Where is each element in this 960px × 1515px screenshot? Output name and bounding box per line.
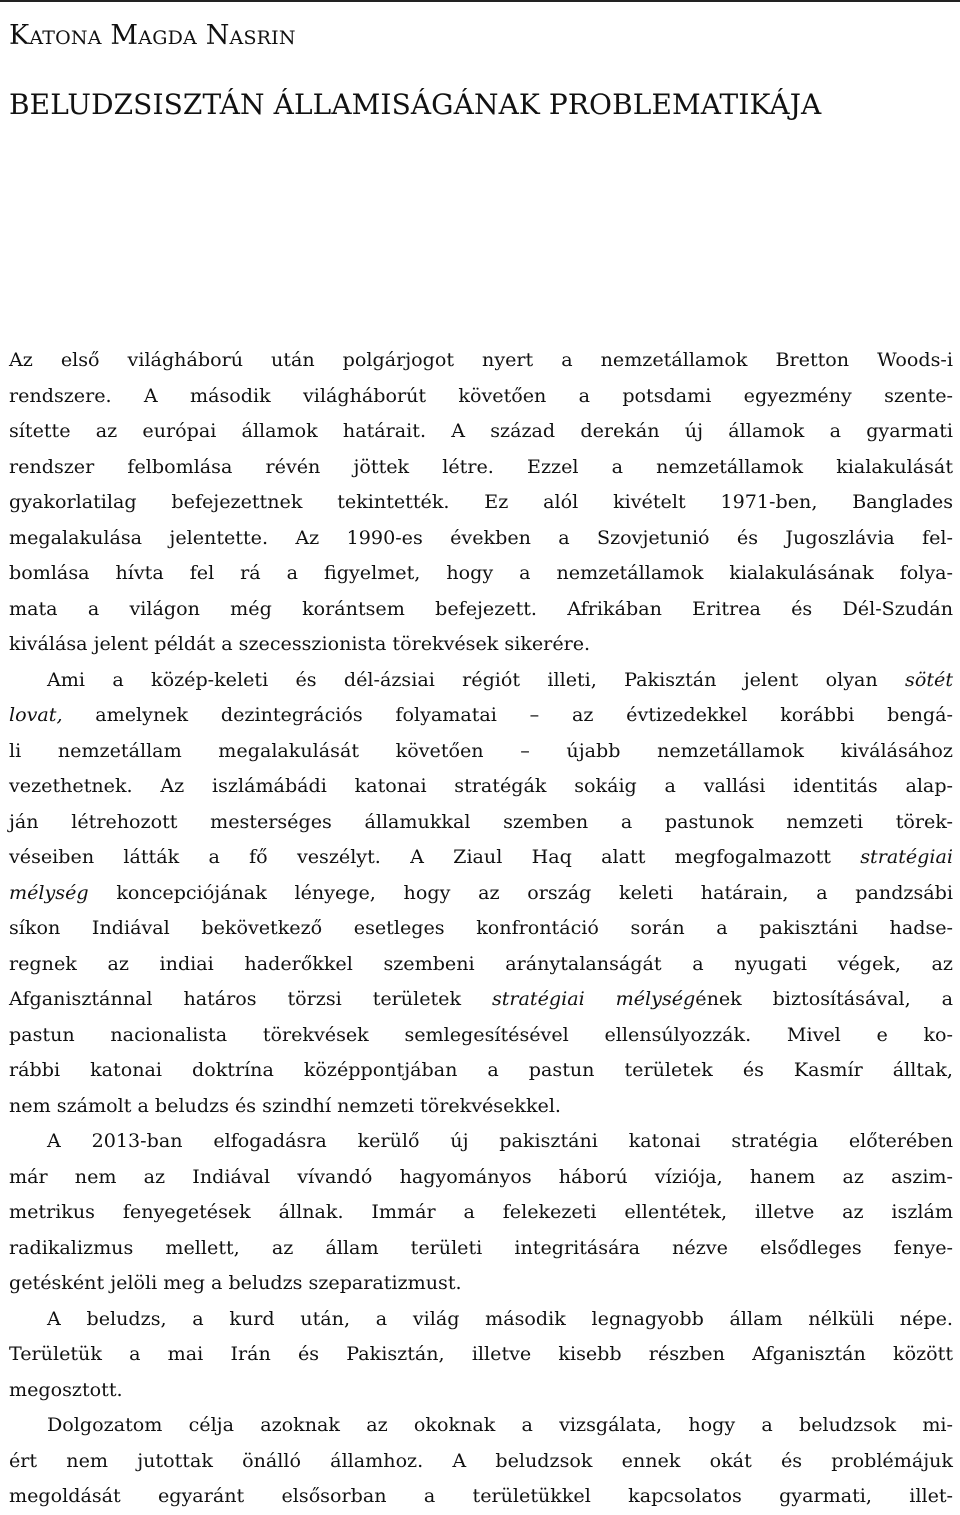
text-line: Az első világháború után polgárjogot nyert a nemzetállamok Bretton Woods-i bbox=[9, 348, 953, 371]
text-line: megosztott. bbox=[9, 1377, 123, 1401]
text-line bbox=[9, 840, 953, 876]
author-name: Katona Magda Nasrin bbox=[9, 20, 296, 51]
text-line: getésként jelöli meg a beludzs szeparatizmust. bbox=[9, 1271, 462, 1294]
text-run: ének biztosításával, a bbox=[695, 987, 953, 1010]
text-line: vezethetnek. Az iszlámábádi katonai stratégák sokáig a vallási identitás alap- bbox=[9, 774, 953, 797]
text-line: pastun nacionalista törekvések semlegesítésével ellensúlyozzák. Mivel e ko- bbox=[9, 1022, 953, 1046]
italic-term: stratégiai bbox=[860, 845, 953, 868]
text-line: ért nem jutottak önálló államhoz. A beludzsok ennek okát és problémájuk bbox=[9, 1448, 953, 1472]
text-line: rendszere. A második világháborút követően a potsdami egyezmény szente- bbox=[9, 383, 953, 407]
text-line bbox=[9, 876, 953, 912]
text-line: rábbi katonai doktrína középpontjában a pastun területek és Kasmír álltak, bbox=[9, 1058, 953, 1081]
text-run: Afganisztánnal határos törzsi területek bbox=[9, 987, 492, 1010]
italic-term: sötét bbox=[905, 667, 953, 691]
text-line: megoldását egyaránt elsősorban a területükkel kapcsolatos gyarmati, illet- bbox=[9, 1484, 953, 1507]
article-body bbox=[9, 343, 953, 1515]
text-line: li nemzetállam megalakulását követően – újabb nemzetállamok kiválásához bbox=[9, 738, 953, 762]
text-line: megalakulása jelentette. Az 1990-es években a Szovjetunió és Jugoszlávia fel- bbox=[9, 525, 953, 549]
italic-term: lovat, bbox=[9, 703, 63, 726]
text-line: ján létrehozott mesterséges államukkal szemben a pastunok nemzeti törek- bbox=[9, 809, 953, 833]
italic-term: mélység bbox=[9, 880, 89, 904]
text-line bbox=[9, 698, 953, 734]
text-line bbox=[9, 663, 953, 699]
text-line: már nem az Indiával vívandó hagyományos háború víziója, hanem az aszim- bbox=[9, 1164, 953, 1188]
text-line: A beludzs, a kurd után, a világ második legnagyobb állam nélküli népe. bbox=[47, 1306, 953, 1330]
text-run: Ami a közép-keleti és dél-ázsiai régiót illeti, Pakisztán jelent olyan bbox=[47, 667, 906, 691]
text-line: Dolgozatom célja azoknak az okoknak a vizsgálata, hogy a beludzsok mi- bbox=[47, 1413, 953, 1436]
text-run: amelynek dezintegrációs folyamatai – az évtizedekkel korábbi bengá- bbox=[62, 703, 953, 726]
text-line: A 2013-ban elfogadásra kerülő új pakisztáni katonai stratégia előterében bbox=[47, 1129, 953, 1152]
text-line bbox=[9, 982, 953, 1018]
text-run: véseiben látták a fő veszélyt. A Ziaul Haq alatt megfogalmazott bbox=[9, 845, 861, 868]
text-line: sítette az európai államok határait. A század derekán új államok a gyarmati bbox=[9, 419, 953, 442]
text-run: koncepciójának lényege, hogy az ország keleti határain, a pandzsábi bbox=[88, 880, 953, 904]
italic-term: stratégiai mélység bbox=[491, 987, 696, 1010]
article-title: BELUDZSISZTÁN ÁLLAMISÁGÁNAK PROBLEMATIKÁJA bbox=[9, 88, 822, 121]
text-line: mata a világon még korántsem befejezett. Afrikában Eritrea és Dél-Szudán bbox=[9, 596, 953, 620]
text-line: kiválása jelent példát a szecesszionista törekvések sikerére. bbox=[9, 632, 591, 655]
text-line: metrikus fenyegetések állnak. Immár a felekezeti ellentétek, illetve az iszlám bbox=[9, 1200, 953, 1223]
text-line: síkon Indiával bekövetkező esetleges konfrontáció során a pakisztáni hadse- bbox=[9, 916, 953, 939]
text-line: gyakorlatilag befejezettnek tekintették. Ez alól kivételt 1971-ben, Banglades bbox=[9, 490, 953, 513]
text-line: Területük a mai Irán és Pakisztán, illetve kisebb részben Afganisztán között bbox=[9, 1342, 953, 1365]
top-rule bbox=[0, 0, 960, 2]
text-line: radikalizmus mellett, az állam területi integritására nézve elsődleges fenye- bbox=[9, 1235, 953, 1259]
text-line: nem számolt a beludzs és szindhí nemzeti törekvésekkel. bbox=[9, 1093, 561, 1117]
text-line: regnek az indiai haderőkkel szembeni aránytalanságát a nyugati végek, az bbox=[9, 951, 953, 975]
text-line: rendszer felbomlása révén jöttek létre. Ezzel a nemzetállamok kialakulását bbox=[9, 454, 953, 478]
text-line: bomlása hívta fel rá a figyelmet, hogy a nemzetállamok kialakulásának folya- bbox=[9, 561, 953, 584]
